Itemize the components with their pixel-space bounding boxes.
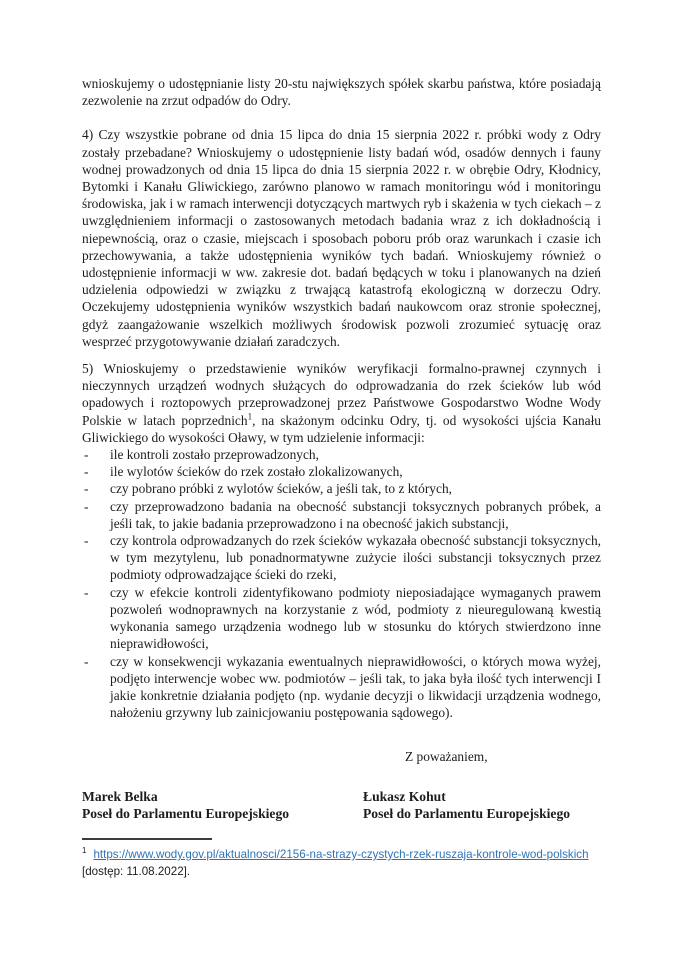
list-item-text: czy w konsekwencji wykazania ewentualnych nieprawidłowości, o których mowa wyżej, podjęto interwencje wobec ww. podmiotów – jeśli tak, to jaka była ilość tych interwencji I jakie konkretnie działania podjęto (np. wydanie decyzji o likwidacji urządzenia wodnego, nałożeniu grzywny lub zainicjowaniu postępowania sądowego). [110, 653, 601, 721]
letter-body [82, 75, 601, 823]
closing-salutation: Z poważaniem, [405, 749, 488, 765]
point-5-text-continued: , na skażonym odcinku Odry, tj. od wysokości ujścia Kanału Gliwickiego do wysokości Oławy, w tym udzielenie informacji: [82, 412, 602, 445]
list-item-text: czy w efekcie kontroli zidentyfikowano podmioty nieposiadające wymaganych prawem pozwoleń wodnoprawnych na korzystanie z wód, podmioty z nieuregulowaną kwestią wykonania samego urządzenia wodnego lub w stosunku do których stwierdzono inne nieprawidłowości, [110, 584, 601, 652]
bullet-dash: - [84, 481, 89, 497]
signer-title: Poseł do Parlamentu Europejskiego [363, 806, 571, 822]
list-item [82, 653, 601, 722]
list-item [82, 463, 601, 480]
footnote-section [82, 838, 601, 880]
footnote-access-date: [dostęp: 11.08.2022]. [82, 864, 191, 878]
signature-left [82, 788, 363, 823]
footnote-text [82, 847, 601, 880]
list-item-text: czy przeprowadzono badania na obecność substancji toksycznych pobranych próbek, a jeśli tak, to jakie badania przeprowadzono i na obecność jakich substancji, [110, 498, 601, 531]
list-item-text: czy pobrano próbki z wylotów ścieków, a jeśli tak, to z których, [110, 481, 452, 497]
signature-right [363, 788, 601, 823]
paragraph-point-4: 4) Czy wszystkie pobrane od dnia 15 lipca do dnia 15 sierpnia 2022 r. próbki wody z Odry zostały przebadane? Wnioskujemy o udostępnienie listy badań wód, osadów dennych i fauny wodnej prowadzonych od dnia 15 lipca do dnia 15 sierpnia 2022 r. w obrębie Odry, Kłodnicy, Bytomki i Kanału Gliwickiego, zarówno planowo w ramach monitoringu wód i monitoringu środowiska, jak i w ramach interwencji dotyczących martwych ryb i skażenia w tych ciekach – z uwzględnieniem informacji o zastosowanych metodach badania wraz z ich dokładnością i niepewnością, oraz o czasie, miejscach i sposobach poboru prób oraz warunkach i czasie ich przechowywania, a także udostępnienia wyników tych badań. Wnioskujemy również o udostępnienie informacji w ww. zakresie dot. badań będących w toku i planowanych na dzień udzielenia odpowiedzi w związku z trwającą katastrofą ekologiczną w dorzeczu Odry. Oczekujemy udostępnienia wyników wszystkich badań naukowcom oraz stronie społecznej, gdyż zaangażowanie wszelkich możliwych środowisk pozwoli zrozumieć sytuację oraz wesprzeć przygotowywanie działań zaradczych. [82, 127, 601, 349]
list-item [82, 584, 601, 653]
bullet-dash: - [84, 533, 89, 549]
request-list [82, 446, 601, 721]
paragraph-intro: wnioskujemy o udostępnianie listy 20-stu największych spółek skarbu państwa, które posiadają zezwolenie na zrzut odpadów do Odry. [82, 76, 601, 109]
list-item-text: ile wylotów ścieków do rzek zostało zlokalizowanych, [110, 464, 403, 480]
signer-name: Łukasz Kohut [363, 788, 446, 804]
signer-title: Poseł do Parlamentu Europejskiego [82, 806, 290, 822]
bullet-dash: - [84, 447, 89, 463]
signer-name: Marek Belka [82, 788, 158, 804]
bullet-dash: - [84, 498, 89, 514]
paragraph-point-5 [82, 360, 601, 446]
list-item [82, 532, 601, 584]
bullet-dash: - [84, 464, 89, 480]
list-item [82, 480, 601, 497]
footnote-marker: 1 [82, 846, 87, 856]
bullet-dash: - [84, 584, 89, 600]
signature-block [82, 788, 601, 823]
bullet-dash: - [84, 653, 89, 669]
list-item [82, 498, 601, 532]
footnote-reference-mark: 1 [247, 411, 253, 422]
list-item [82, 446, 601, 463]
footnote-separator [82, 838, 212, 840]
list-item-text: ile kontroli zostało przeprowadzonych, [110, 447, 319, 463]
point-5-text: 5) Wnioskujemy o przedstawienie wyników weryfikacji formalno-prawnej czynnych i nieczynnych urządzeń wodnych służących do odprowadzania do rzek ścieków lub wód opadowych i roztopowych przeprowadzonej przez Państwowe Gospodarstwo Wodne Wody Polskie w latach poprzednich [82, 361, 601, 428]
footnote-link[interactable]: https://www.wody.gov.pl/aktualnosci/2156-na-strazy-czystych-rzek-ruszaja-kontrole-wod-polskich [93, 848, 589, 861]
list-item-text: czy kontrola odprowadzanych do rzek ścieków wykazała obecność substancji toksycznych, w tym mezytylenu, lub ponadnormatywne zużycie ilości substancji toksycznych przez podmioty odprowadzające ścieki do rzeki, [110, 533, 601, 583]
